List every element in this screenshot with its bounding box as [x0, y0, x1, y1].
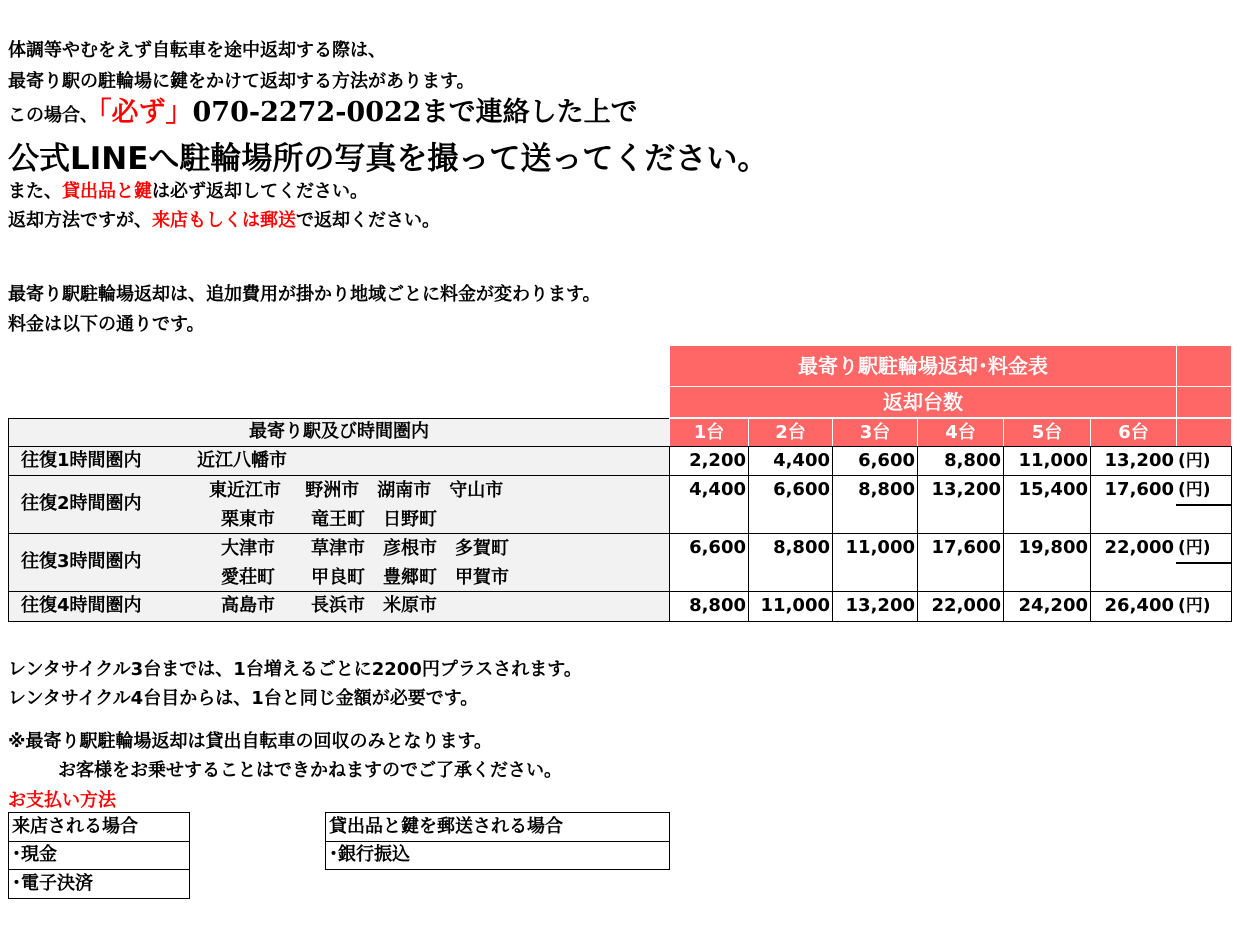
area-list: 近江八幡市	[197, 450, 287, 471]
note-line-2: レンタサイクル4台目からは、1台と同じ金額が必要です。	[8, 688, 479, 709]
table-title: 最寄り駅駐輪場返却･料金表	[669, 345, 1177, 387]
fee-intro-line-2: 料金は以下の通りです。	[8, 314, 205, 335]
intro-line-3-suffix: まで連絡した上で	[421, 97, 638, 128]
store-payment-title: 来店される場合	[8, 812, 190, 842]
intro-line-5-suffix: は必ず返却してください。	[152, 181, 368, 202]
count-header: 6台	[1090, 418, 1177, 447]
mail-payment-title: 貸出品と鍵を郵送される場合	[325, 812, 670, 842]
price-cell: 11,000	[832, 533, 918, 592]
intro-line-5-prefix: また、	[8, 181, 62, 202]
note-line-3: ※最寄り駅駐輪場返却は貸出自転車の回収のみとなります。	[8, 731, 493, 752]
area-header: 最寄り駅及び時間圏内	[8, 418, 670, 447]
zone-label: 往復2時間圏内	[21, 493, 142, 514]
store-payment-item: ･現金	[8, 841, 190, 870]
table-title-filler	[1176, 345, 1232, 387]
zone-label: 往復4時間圏内	[21, 595, 142, 616]
price-cell: 6,600	[748, 475, 833, 534]
count-header: 3台	[832, 418, 918, 447]
contact-phone: 070-2272-0022	[192, 97, 422, 128]
count-header-filler	[1176, 418, 1232, 447]
price-cell: 11,000	[748, 591, 833, 622]
must-close-bracket: 」	[165, 97, 193, 128]
count-header: 2台	[748, 418, 833, 447]
zone-label: 往復3時間圏内	[21, 551, 142, 572]
table-row	[8, 533, 670, 592]
items-and-key: 貸出品と鍵	[62, 181, 152, 202]
unit-label: (円)	[1176, 591, 1232, 622]
store-payment-item: ･電子決済	[8, 869, 190, 899]
intro-line-6	[8, 206, 440, 232]
price-cell: 15,400	[1003, 475, 1091, 534]
return-methods: 来店もしくは郵送	[152, 210, 296, 231]
must-emphasis: 必ず	[111, 97, 166, 128]
fee-intro-line-1: 最寄り駅駐輪場返却は、追加費用が掛かり地域ごとに料金が変わります。	[8, 284, 601, 305]
area-list: 高島市 長浜市 米原市	[221, 595, 437, 616]
intro-line-5	[8, 177, 368, 203]
price-cell: 13,200	[832, 591, 918, 622]
area-list: 東近江市 野洲市 湖南市 守山市	[209, 480, 504, 501]
unit-label: (円)	[1176, 475, 1232, 505]
table-row	[8, 446, 670, 476]
intro-line-3-prefix: この場合、	[8, 105, 98, 126]
table-subtitle: 返却台数	[669, 386, 1177, 418]
price-cell: 26,400	[1090, 591, 1177, 622]
price-cell: 6,600	[832, 446, 918, 476]
intro-line-3	[8, 90, 638, 129]
price-cell: 22,000	[1090, 533, 1177, 592]
intro-line-4: 公式LINEへ駐輪場所の写真を撮って送ってください。	[8, 141, 769, 177]
price-cell: 13,200	[1090, 446, 1177, 476]
count-header: 1台	[669, 418, 749, 447]
unit-filler	[1176, 563, 1232, 592]
price-cell: 8,800	[917, 446, 1004, 476]
price-cell: 8,800	[832, 475, 918, 534]
count-header: 5台	[1003, 418, 1091, 447]
table-row	[8, 475, 670, 534]
price-cell: 17,600	[917, 533, 1004, 592]
price-cell: 22,000	[917, 591, 1004, 622]
intro-line-6-suffix: で返却ください。	[296, 210, 440, 231]
unit-filler	[1176, 505, 1232, 534]
payment-heading: お支払い方法	[8, 790, 116, 811]
zone-label: 往復1時間圏内	[21, 450, 142, 471]
price-cell: 13,200	[917, 475, 1004, 534]
intro-line-2: 最寄り駅の駐輪場に鍵をかけて返却する方法があります。	[8, 71, 475, 92]
price-cell: 6,600	[669, 533, 749, 592]
price-cell: 8,800	[748, 533, 833, 592]
note-line-4: お客様をお乗せすることはできかねますのでご了承ください。	[58, 760, 562, 781]
table-subtitle-filler	[1176, 386, 1232, 418]
note-line-1: レンタサイクル3台までは、1台増えるごとに2200円プラスされます。	[8, 659, 582, 680]
intro-line-6-prefix: 返却方法ですが、	[8, 210, 152, 231]
count-header: 4台	[917, 418, 1004, 447]
price-cell: 8,800	[669, 591, 749, 622]
area-list: 大津市 草津市 彦根市 多賀町	[221, 538, 509, 559]
intro-line-1: 体調等やむをえず自転車を途中返却する際は、	[8, 40, 386, 61]
price-cell: 2,200	[669, 446, 749, 476]
price-cell: 24,200	[1003, 591, 1091, 622]
price-cell: 11,000	[1003, 446, 1091, 476]
table-row	[8, 591, 670, 622]
price-cell: 4,400	[669, 475, 749, 534]
price-cell: 19,800	[1003, 533, 1091, 592]
price-cell: 4,400	[748, 446, 833, 476]
must-open-bracket: 「	[98, 97, 112, 128]
price-cell: 17,600	[1090, 475, 1177, 534]
area-list: 愛荘町 甲良町 豊郷町 甲賀市	[221, 567, 509, 588]
mail-payment-item: ･銀行振込	[325, 841, 670, 870]
area-list: 栗東市 竜王町 日野町	[221, 509, 437, 530]
unit-label: (円)	[1176, 533, 1232, 563]
unit-label: (円)	[1176, 446, 1232, 476]
